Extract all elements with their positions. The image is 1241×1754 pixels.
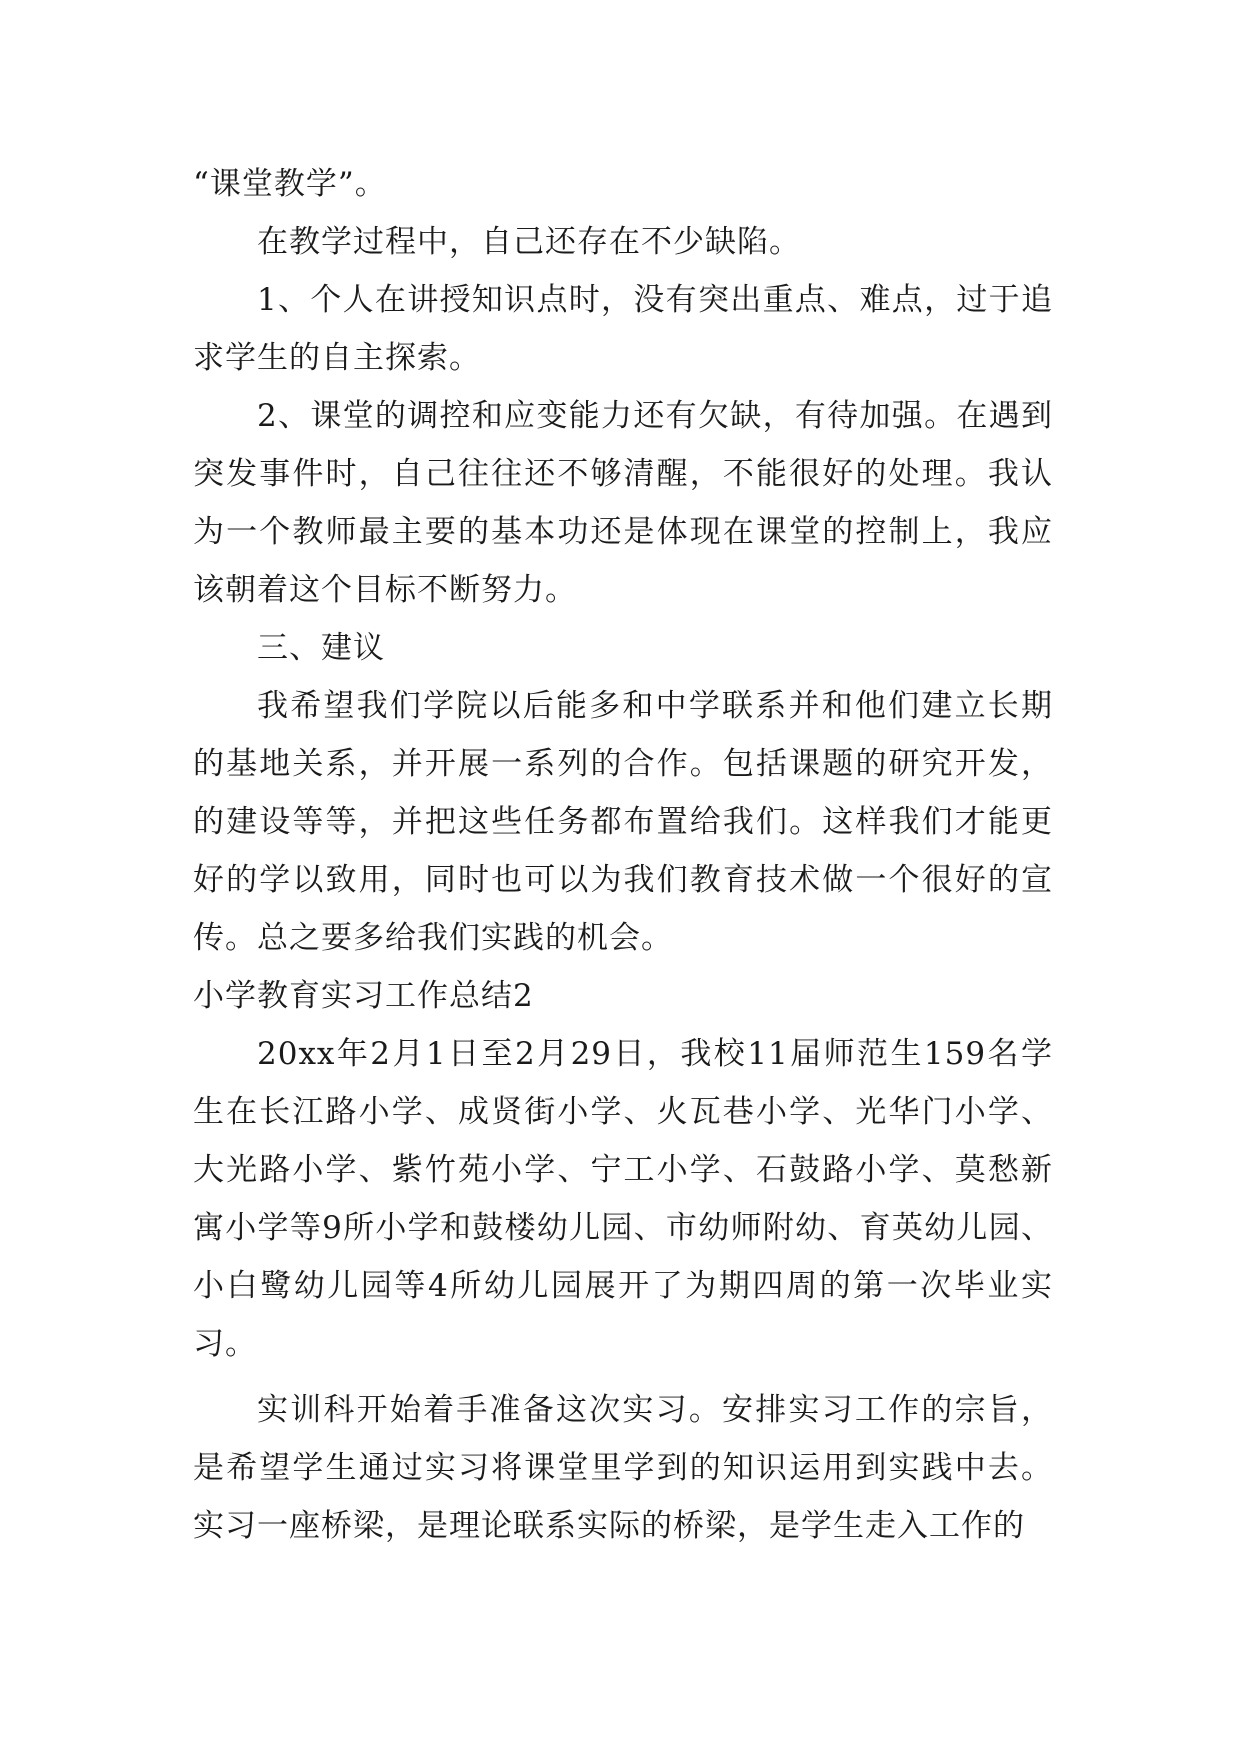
section-heading-suggestions: 三、建议: [257, 630, 385, 666]
paragraph-defects-intro: 在教学过程中，自己还存在不少缺陷。: [257, 224, 801, 260]
paragraph-defect-1: 1、个人在讲授知识点时，没有突出重点、难点，过于追求学生的自主探索。: [193, 282, 1053, 376]
document-page: [193, 155, 1053, 1555]
paragraph-internship-purpose: 实训科开始着手准备这次实习。安排实习工作的宗旨，是希望学生通过实习将课堂里学到的知识运用到实践中去。实习一座桥梁，是理论联系实际的桥梁，是学生走入工作的: [193, 1392, 1053, 1544]
paragraph-suggestions: 我希望我们学院以后能多和中学联系并和他们建立长期的基地关系，并开展一系列的合作。包括课题的研究开发，的建设等等，并把这些任务都布置给我们。这样我们才能更好的学以致用，同时也可以为我们教育技术做一个很好的宣传。总之要多给我们实践的机会。: [193, 688, 1053, 956]
paragraph-internship-overview: 20xx年2月1日至2月29日，我校11届师范生159名学生在长江路小学、成贤街小学、火瓦巷小学、光华门小学、大光路小学、紫竹苑小学、宁工小学、石鼓路小学、莫愁新寓小学等9所小学和鼓楼幼儿园、市幼师附幼、育英幼儿园、小白鹭幼儿园等4所幼儿园展开了为期四周的第一次毕业实习。: [193, 1036, 1053, 1362]
paragraph-defect-2: 2、课堂的调控和应变能力还有欠缺，有待加强。在遇到突发事件时，自己往往还不够清醒，不能很好的处理。我认为一个教师最主要的基本功还是体现在课堂的控制上，我应该朝着这个目标不断努力。: [193, 398, 1053, 608]
article-title-2: 小学教育实习工作总结2: [193, 978, 534, 1014]
paragraph-continuation: “课堂教学”。: [193, 166, 387, 202]
